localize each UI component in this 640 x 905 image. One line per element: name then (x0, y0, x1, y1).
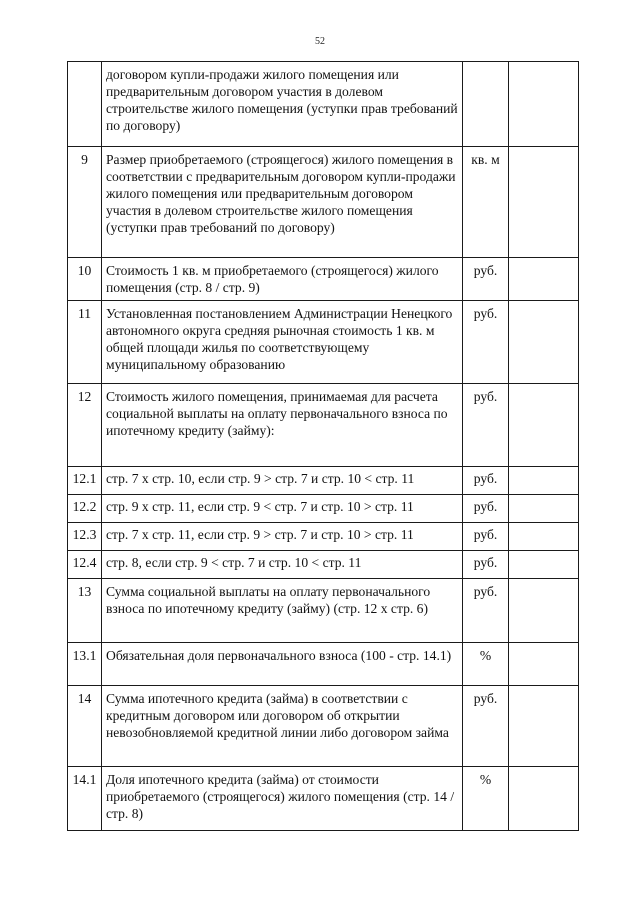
row-value-cell (509, 384, 579, 467)
row-number: 12.2 (68, 495, 102, 523)
row-unit: руб. (463, 301, 509, 384)
row-unit: % (463, 767, 509, 831)
table-row (68, 495, 579, 523)
row-unit: руб. (463, 523, 509, 551)
row-unit: руб. (463, 384, 509, 467)
table-row (68, 301, 579, 384)
row-number: 9 (68, 147, 102, 258)
row-value-cell (509, 551, 579, 579)
row-value-cell (509, 767, 579, 831)
row-description: договором купли-продажи жилого помещения или предварительным договором участия в долевом строительстве жилого помещения (уступки прав требований по договору) (102, 62, 463, 147)
table-row (68, 767, 579, 831)
table-row (68, 686, 579, 767)
table-row (68, 523, 579, 551)
row-description: Стоимость 1 кв. м приобретаемого (строящегося) жилого помещения (стр. 8 / стр. 9) (102, 258, 463, 301)
table-row (68, 579, 579, 643)
row-number: 12.1 (68, 467, 102, 495)
row-unit: % (463, 643, 509, 686)
row-number: 14.1 (68, 767, 102, 831)
row-description: Размер приобретаемого (строящегося) жилого помещения в соответствии с предварительным договором купли-продажи жилого помещения или предварительным договором участия в долевом строительстве жилого помещения (уступки прав требований по договору) (102, 147, 463, 258)
row-value-cell (509, 147, 579, 258)
row-description: Установленная постановлением Администрации Ненецкого автономного округа средняя рыночная стоимость 1 кв. м общей площади жилья по соответствующему муниципальному образованию (102, 301, 463, 384)
row-number: 13.1 (68, 643, 102, 686)
calculation-table (67, 61, 579, 831)
row-unit: руб. (463, 467, 509, 495)
row-unit: руб. (463, 579, 509, 643)
row-value-cell (509, 523, 579, 551)
row-number: 13 (68, 579, 102, 643)
row-value-cell (509, 467, 579, 495)
table-row (68, 62, 579, 147)
row-description: Обязательная доля первоначального взноса (100 - стр. 14.1) (102, 643, 463, 686)
row-unit (463, 62, 509, 147)
row-description: стр. 7 х стр. 11, если стр. 9 > стр. 7 и стр. 10 > стр. 11 (102, 523, 463, 551)
row-unit: руб. (463, 686, 509, 767)
row-value-cell (509, 62, 579, 147)
table-row (68, 384, 579, 467)
row-unit: руб. (463, 258, 509, 301)
row-number: 10 (68, 258, 102, 301)
row-number: 14 (68, 686, 102, 767)
row-description: стр. 9 х стр. 11, если стр. 9 < стр. 7 и стр. 10 > стр. 11 (102, 495, 463, 523)
row-description: стр. 7 х стр. 10, если стр. 9 > стр. 7 и стр. 10 < стр. 11 (102, 467, 463, 495)
row-description: Сумма социальной выплаты на оплату первоначального взноса по ипотечному кредиту (займу) (стр. 12 х стр. 6) (102, 579, 463, 643)
row-number: 12.4 (68, 551, 102, 579)
row-value-cell (509, 495, 579, 523)
row-number (68, 62, 102, 147)
row-number: 11 (68, 301, 102, 384)
page-number: 52 (315, 36, 325, 47)
row-value-cell (509, 686, 579, 767)
row-value-cell (509, 258, 579, 301)
row-number: 12.3 (68, 523, 102, 551)
row-unit: руб. (463, 495, 509, 523)
row-description: Сумма ипотечного кредита (займа) в соответствии с кредитным договором или договором об открытии невозобновляемой кредитной линии либо договором займа (102, 686, 463, 767)
table-row (68, 551, 579, 579)
row-value-cell (509, 643, 579, 686)
row-value-cell (509, 301, 579, 384)
row-unit: руб. (463, 551, 509, 579)
row-number: 12 (68, 384, 102, 467)
row-value-cell (509, 579, 579, 643)
row-unit: кв. м (463, 147, 509, 258)
table-row (68, 147, 579, 258)
table-row (68, 258, 579, 301)
row-description: Доля ипотечного кредита (займа) от стоимости приобретаемого (строящегося) жилого помещения (стр. 14 / стр. 8) (102, 767, 463, 831)
table-row (68, 643, 579, 686)
table-row (68, 467, 579, 495)
row-description: стр. 8, если стр. 9 < стр. 7 и стр. 10 < стр. 11 (102, 551, 463, 579)
row-description: Стоимость жилого помещения, принимаемая для расчета социальной выплаты на оплату первоначального взноса по ипотечному кредиту (займу): (102, 384, 463, 467)
